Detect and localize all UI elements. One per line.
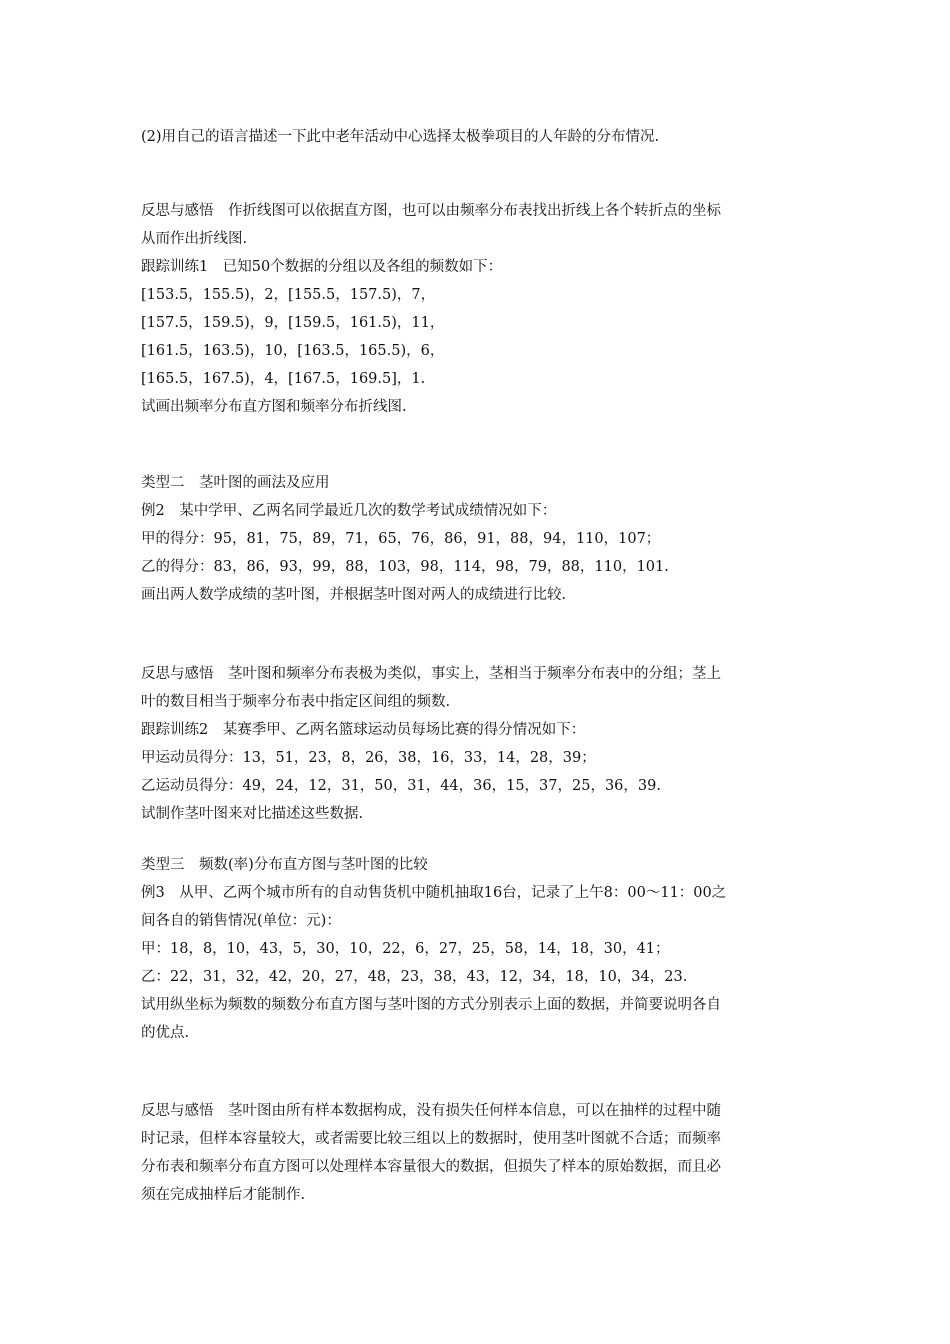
- reflection-3-line-2: 时记录，但样本容量较大，或者需要比较三组以上的数据时，使用茎叶图就不合适；而频率: [141, 1131, 721, 1147]
- reflection-2-line-1: 反思与感悟 茎叶图和频率分布表极为类似，事实上，茎相当于频率分布表中的分组；茎上: [141, 666, 721, 682]
- section-type-3-heading: 类型三 频数(率)分布直方图与茎叶图的比较: [141, 857, 428, 873]
- example-2-data-yi: 乙的得分：83，86，93，99，88，103，98，114，98，79，88，110，101.: [141, 559, 669, 575]
- example-3-data-jia: 甲：18，8，10，43，5，30，10，22，6，27，25，58，14，18，30，41；: [141, 941, 670, 957]
- practice-1-task: 试画出频率分布直方图和频率分布折线图.: [141, 399, 407, 415]
- practice-1-data-2: [157.5，159.5)，9，[159.5，161.5)，11，: [141, 315, 445, 331]
- example-3-data-yi: 乙：22，31，32，42，20，27，48，23，38，43，12，34，18，10，34，23.: [141, 969, 688, 985]
- example-2-task: 画出两人数学成绩的茎叶图，并根据茎叶图对两人的成绩进行比较.: [141, 587, 567, 603]
- example-3-line-1: 例3 从甲、乙两个城市所有的自动售货机中随机抽取16台，记录了上午8：00～11：00之: [141, 885, 727, 901]
- practice-2-heading: 跟踪训练2 某赛季甲、乙两名篮球运动员每场比赛的得分情况如下：: [141, 722, 586, 738]
- reflection-1-line-2: 从而作出折线图.: [141, 231, 248, 247]
- reflection-3-line-3: 分布表和频率分布直方图可以处理样本容量很大的数据，但损失了样本的原始数据，而且必: [141, 1159, 721, 1175]
- reflection-2-line-2: 叶的数目相当于频率分布表中指定区间组的频数.: [141, 694, 451, 710]
- question-part-2: (2)用自己的语言描述一下此中老年活动中心选择太极拳项目的人年龄的分布情况.: [141, 129, 660, 145]
- practice-1-heading: 跟踪训练1 已知50个数据的分组以及各组的频数如下：: [141, 259, 503, 275]
- example-2-heading: 例2 某中学甲、乙两名同学最近几次的数学考试成绩情况如下：: [141, 503, 557, 519]
- practice-2-data-jia: 甲运动员得分：13，51，23，8，26，38，16，33，14，28，39；: [141, 750, 596, 766]
- example-3-task-line-1: 试用纵坐标为频数的频数分布直方图与茎叶图的方式分别表示上面的数据，并简要说明各自: [141, 997, 721, 1013]
- practice-2-data-yi: 乙运动员得分：49，24，12，31，50，31，44，36，15，37，25，36，39.: [141, 778, 661, 794]
- practice-2-task: 试制作茎叶图来对比描述这些数据.: [141, 806, 364, 822]
- section-type-2-heading: 类型二 茎叶图的画法及应用: [141, 475, 330, 491]
- practice-1-data-1: [153.5，155.5)，2，[155.5，157.5)，7，: [141, 287, 436, 303]
- example-2-data-jia: 甲的得分：95，81，75，89，71，65，76，86，91，88，94，110，107；: [141, 531, 661, 547]
- example-3-task-line-2: 的优点.: [141, 1025, 190, 1041]
- reflection-3-line-1: 反思与感悟 茎叶图由所有样本数据构成，没有损失任何样本信息，可以在抽样的过程中随: [141, 1103, 721, 1119]
- reflection-1-line-1: 反思与感悟 作折线图可以依据直方图，也可以由频率分布表找出折线上各个转折点的坐标: [141, 203, 721, 219]
- practice-1-data-4: [165.5，167.5)，4，[167.5，169.5]，1.: [141, 371, 426, 387]
- example-3-line-2: 间各自的销售情况(单位：元)：: [141, 913, 341, 929]
- practice-1-data-3: [161.5，163.5)，10，[163.5，165.5)，6，: [141, 343, 445, 359]
- reflection-3-line-4: 须在完成抽样后才能制作.: [141, 1187, 306, 1203]
